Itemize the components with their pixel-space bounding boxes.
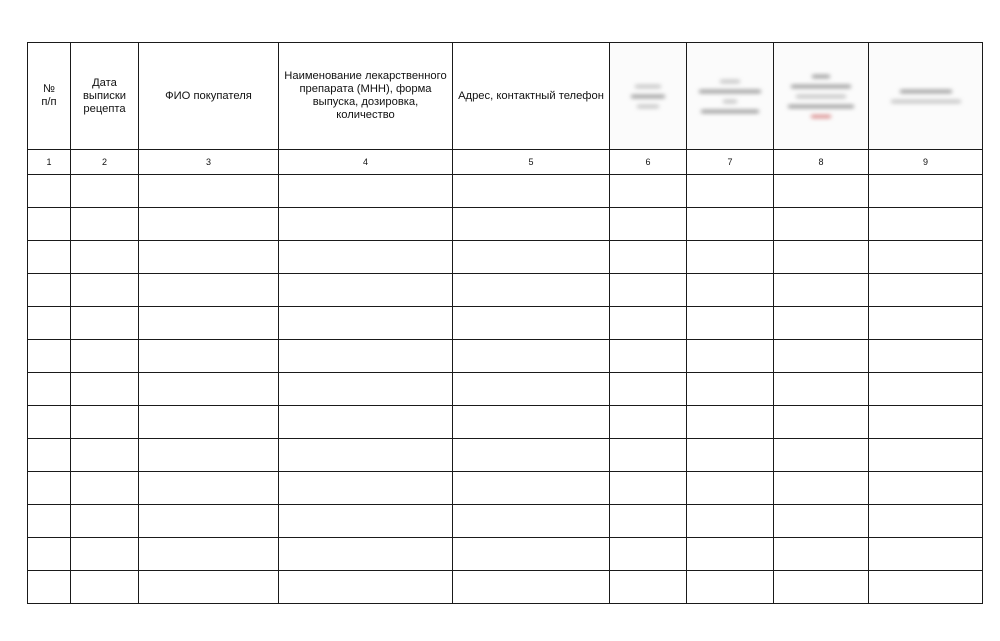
table-cell[interactable]: [71, 406, 139, 439]
column-number: 2: [71, 150, 139, 175]
table-cell[interactable]: [453, 373, 610, 406]
table-cell[interactable]: [774, 340, 869, 373]
table-cell[interactable]: [28, 208, 71, 241]
table-cell[interactable]: [28, 241, 71, 274]
header-col-9-blurred: [869, 43, 983, 150]
table-cell[interactable]: [139, 340, 279, 373]
table-cell[interactable]: [71, 340, 139, 373]
table-cell[interactable]: [774, 208, 869, 241]
header-fio: [139, 43, 279, 150]
table-cell[interactable]: [139, 472, 279, 505]
table-cell[interactable]: [610, 274, 687, 307]
table-cell[interactable]: [610, 175, 687, 208]
table-cell[interactable]: [453, 241, 610, 274]
table-cell[interactable]: [610, 307, 687, 340]
table-cell[interactable]: [279, 406, 453, 439]
table-cell[interactable]: [687, 505, 774, 538]
table-cell[interactable]: [279, 439, 453, 472]
table-cell[interactable]: [687, 406, 774, 439]
header-num-label: № п/п: [41, 83, 57, 108]
table-cell[interactable]: [453, 439, 610, 472]
table-cell[interactable]: [610, 340, 687, 373]
table-cell[interactable]: [139, 538, 279, 571]
table-cell[interactable]: [610, 406, 687, 439]
header-col-6-blurred: [610, 43, 687, 150]
table-cell[interactable]: [610, 571, 687, 604]
table-cell[interactable]: [869, 472, 983, 505]
table-cell[interactable]: [71, 505, 139, 538]
table-cell[interactable]: [453, 208, 610, 241]
table-cell[interactable]: [869, 571, 983, 604]
table-cell[interactable]: [28, 274, 71, 307]
table-cell[interactable]: [28, 439, 71, 472]
table-cell[interactable]: [71, 538, 139, 571]
table-cell[interactable]: [71, 571, 139, 604]
table-cell[interactable]: [28, 472, 71, 505]
header-date: [71, 43, 139, 150]
table-cell[interactable]: [139, 208, 279, 241]
table-cell[interactable]: [687, 241, 774, 274]
table-cell[interactable]: [139, 373, 279, 406]
table-cell[interactable]: [687, 175, 774, 208]
table-cell[interactable]: [453, 307, 610, 340]
table-cell[interactable]: [869, 208, 983, 241]
table-cell[interactable]: [774, 274, 869, 307]
table-cell[interactable]: [687, 307, 774, 340]
table-cell[interactable]: [453, 175, 610, 208]
table-cell[interactable]: [71, 307, 139, 340]
table-cell[interactable]: [869, 340, 983, 373]
table-cell[interactable]: [139, 439, 279, 472]
table-cell[interactable]: [279, 241, 453, 274]
table-cell[interactable]: [279, 373, 453, 406]
table-row: [28, 505, 983, 538]
table-cell[interactable]: [687, 472, 774, 505]
table-cell[interactable]: [610, 505, 687, 538]
table-row: [28, 241, 983, 274]
table-cell[interactable]: [71, 472, 139, 505]
table-cell[interactable]: [869, 505, 983, 538]
header-row: [28, 43, 983, 150]
table-cell[interactable]: [610, 208, 687, 241]
table-cell[interactable]: [687, 340, 774, 373]
table-cell[interactable]: [139, 274, 279, 307]
table-cell[interactable]: [453, 571, 610, 604]
header-col-8-blurred: [774, 43, 869, 150]
header-col-7-blurred: [687, 43, 774, 150]
column-number: 7: [687, 150, 774, 175]
table-cell[interactable]: [279, 571, 453, 604]
table-cell[interactable]: [774, 472, 869, 505]
table-row: [28, 538, 983, 571]
table-cell[interactable]: [869, 241, 983, 274]
header-address: [453, 43, 610, 150]
table-cell[interactable]: [279, 505, 453, 538]
column-number: 9: [869, 150, 983, 175]
table-cell[interactable]: [687, 274, 774, 307]
table-cell[interactable]: [774, 307, 869, 340]
table-cell[interactable]: [687, 571, 774, 604]
table-cell[interactable]: [869, 406, 983, 439]
header-fio-label: ФИО покупателя: [165, 89, 252, 102]
table-cell[interactable]: [453, 538, 610, 571]
table-cell[interactable]: [687, 439, 774, 472]
table-cell[interactable]: [774, 571, 869, 604]
table-cell[interactable]: [453, 340, 610, 373]
header-date-label: Дата выписки рецепта: [82, 76, 127, 115]
table-cell[interactable]: [71, 373, 139, 406]
table-cell[interactable]: [869, 538, 983, 571]
table-cell[interactable]: [71, 175, 139, 208]
table-row: [28, 175, 983, 208]
table-cell[interactable]: [869, 373, 983, 406]
table-cell[interactable]: [71, 274, 139, 307]
table-row: [28, 472, 983, 505]
table-cell[interactable]: [139, 571, 279, 604]
table-cell[interactable]: [139, 175, 279, 208]
table-row: [28, 406, 983, 439]
table-cell[interactable]: [279, 538, 453, 571]
table-cell[interactable]: [139, 406, 279, 439]
table-cell[interactable]: [774, 175, 869, 208]
table-cell[interactable]: [139, 505, 279, 538]
table-cell[interactable]: [610, 538, 687, 571]
table-cell[interactable]: [279, 175, 453, 208]
table-row: [28, 208, 983, 241]
table-cell[interactable]: [28, 505, 71, 538]
table-cell[interactable]: [687, 373, 774, 406]
table-cell[interactable]: [774, 241, 869, 274]
header-drug: [279, 43, 453, 150]
table-cell[interactable]: [687, 208, 774, 241]
column-number: 6: [610, 150, 687, 175]
table-cell[interactable]: [28, 373, 71, 406]
table-cell[interactable]: [71, 208, 139, 241]
table-cell[interactable]: [610, 241, 687, 274]
table-cell[interactable]: [453, 274, 610, 307]
table-cell[interactable]: [279, 472, 453, 505]
table-row: [28, 307, 983, 340]
table-cell[interactable]: [774, 406, 869, 439]
table-cell[interactable]: [453, 472, 610, 505]
table-cell[interactable]: [279, 208, 453, 241]
table-cell[interactable]: [139, 241, 279, 274]
table-cell[interactable]: [279, 274, 453, 307]
column-number: 1: [28, 150, 71, 175]
header-address-label: Адрес, контактный телефон: [458, 89, 604, 102]
table-cell[interactable]: [774, 505, 869, 538]
column-number-row: [28, 150, 983, 175]
table-row: [28, 274, 983, 307]
table-cell[interactable]: [687, 538, 774, 571]
table-cell[interactable]: [610, 373, 687, 406]
table-row: [28, 373, 983, 406]
table-cell[interactable]: [139, 307, 279, 340]
table-cell[interactable]: [869, 439, 983, 472]
table-cell[interactable]: [279, 307, 453, 340]
table-row: [28, 571, 983, 604]
table-cell[interactable]: [869, 175, 983, 208]
table-cell[interactable]: [28, 307, 71, 340]
table-cell[interactable]: [28, 340, 71, 373]
table-cell[interactable]: [453, 406, 610, 439]
column-number: 5: [453, 150, 610, 175]
prescription-register-sheet: [27, 42, 982, 604]
table-cell[interactable]: [610, 472, 687, 505]
table-cell[interactable]: [71, 439, 139, 472]
table-cell[interactable]: [71, 241, 139, 274]
table-cell[interactable]: [279, 340, 453, 373]
table-cell[interactable]: [774, 439, 869, 472]
column-number: 8: [774, 150, 869, 175]
header-num: [28, 43, 71, 150]
table-row: [28, 340, 983, 373]
table-cell[interactable]: [28, 538, 71, 571]
table-cell[interactable]: [28, 406, 71, 439]
column-number: 3: [139, 150, 279, 175]
table-cell[interactable]: [28, 175, 71, 208]
table-cell[interactable]: [869, 307, 983, 340]
table-cell[interactable]: [453, 505, 610, 538]
table-cell[interactable]: [774, 373, 869, 406]
table-row: [28, 439, 983, 472]
prescription-register-table: [27, 42, 983, 604]
table-cell[interactable]: [869, 274, 983, 307]
header-drug-label: Наименование лекарственного препарата (МНН), форма выпуска, дозировка, количество: [284, 70, 447, 121]
table-cell[interactable]: [28, 571, 71, 604]
column-number: 4: [279, 150, 453, 175]
table-cell[interactable]: [774, 538, 869, 571]
table-cell[interactable]: [610, 439, 687, 472]
